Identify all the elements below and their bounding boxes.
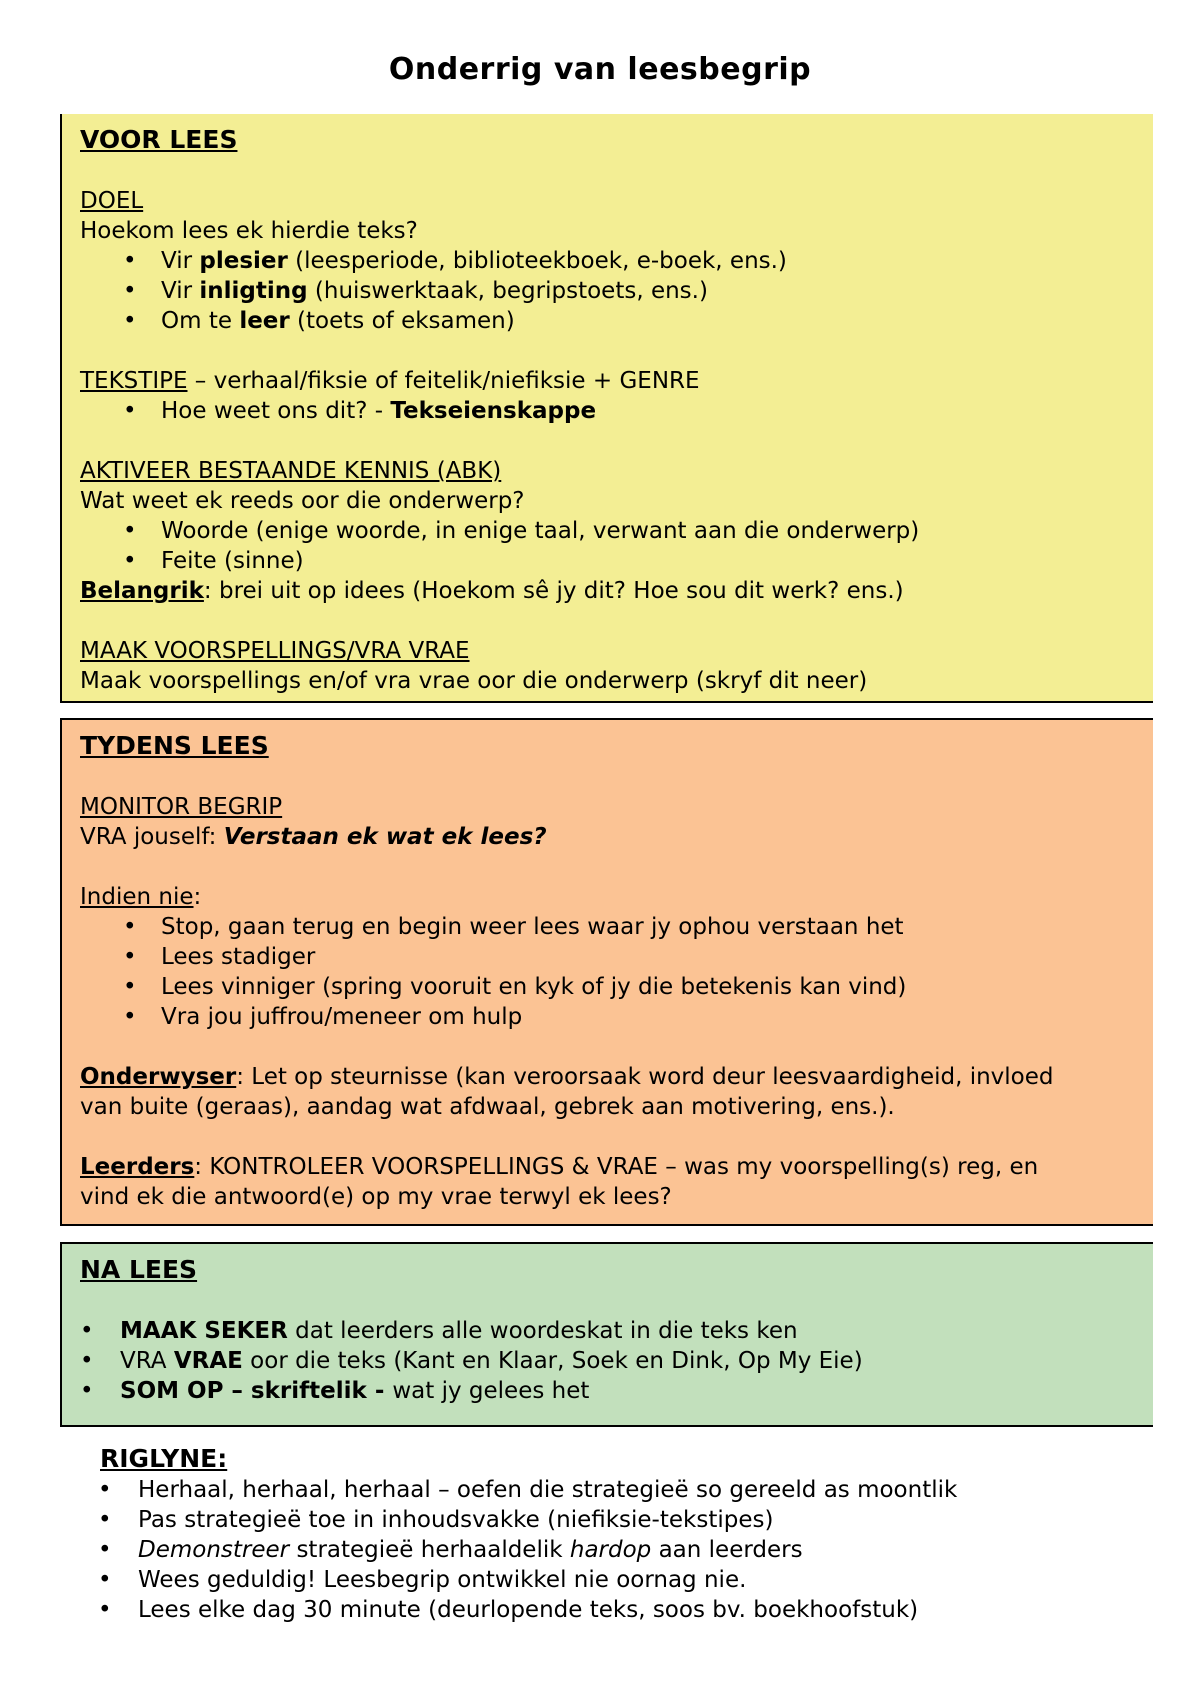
list-item: • Hoe weet ons dit? - Tekseienskappe (80, 396, 1153, 426)
riglyne-heading: RIGLYNE: (100, 1444, 228, 1473)
riglyne-list (98, 1475, 1150, 1625)
onderwyser-line-1: Onderwyser: Let op steurnisse (kan veroorsaak word deur leesvaardigheid, invloed (80, 1064, 1054, 1090)
tekstipe-line: TEKSTIPE – verhaal/fiksie of feitelik/niefiksie + GENRE (80, 368, 700, 394)
list-item: • SOM OP – skriftelik - wat jy gelees het (80, 1376, 1153, 1406)
abk-list (80, 516, 1153, 576)
abk-label: AKTIVEER BESTAANDE KENNIS (ABK) (80, 458, 502, 484)
abk-question: Wat weet ek reeds oor die onderwerp? (80, 488, 525, 514)
leerders-line-1: Leerders: KONTROLEER VOORSPELLINGS & VRAE – was my voorspelling(s) reg, en (80, 1154, 1039, 1180)
list-item: • Lees elke dag 30 minute (deurlopende teks, soos bv. boekhoofstuk) (98, 1595, 1150, 1625)
list-item: • Wees geduldig! Leesbegrip ontwikkel nie oornag nie. (98, 1565, 1150, 1595)
na-lees-list (80, 1316, 1153, 1406)
belangrik-line: Belangrik: brei uit op idees (Hoekom sê jy dit? Hoe sou dit werk? ens.) (80, 578, 904, 604)
indien-nie-list (80, 912, 1153, 1032)
tekstipe-list (80, 396, 1153, 426)
monitor-label: MONITOR BEGRIP (80, 794, 283, 820)
list-item: • Lees stadiger (80, 942, 1153, 972)
leerders-line-2: vind ek die antwoord(e) op my vrae terwyl ek lees? (80, 1184, 672, 1210)
vra-jouself-line: VRA jouself: Verstaan ek wat ek lees? (80, 824, 547, 850)
list-item: • Om te leer (toets of eksamen) (80, 306, 1153, 336)
indien-nie-line: Indien nie: (80, 884, 202, 910)
list-item: • Lees vinniger (spring vooruit en kyk of jy die betekenis kan vind) (80, 972, 1153, 1002)
riglyne-section (100, 1443, 1150, 1625)
voorspellings-text: Maak voorspellings en/of vra vrae oor die onderwerp (skryf dit neer) (80, 668, 868, 694)
list-item: • Vir plesier (leesperiode, biblioteekboek, e-boek, ens.) (80, 246, 1153, 276)
list-item: • VRA VRAE oor die teks (Kant en Klaar, Soek en Dink, Op My Eie) (80, 1346, 1153, 1376)
na-lees-box (60, 1242, 1153, 1427)
list-item: • Stop, gaan terug en begin weer lees waar jy ophou verstaan het (80, 912, 1153, 942)
tydens-lees-box (60, 718, 1153, 1226)
voorspellings-label: MAAK VOORSPELLINGS/VRA VRAE (80, 638, 470, 664)
na-lees-heading: NA LEES (80, 1255, 198, 1284)
list-item: • Herhaal, herhaal, herhaal – oefen die strategieë so gereeld as moontlik (98, 1475, 1150, 1505)
list-item: • Woorde (enige woorde, in enige taal, verwant aan die onderwerp) (80, 516, 1153, 546)
voor-lees-box (60, 114, 1153, 703)
voor-lees-heading: VOOR LEES (80, 125, 238, 154)
doel-list (80, 246, 1153, 336)
page-title: Onderrig van leesbegrip (388, 52, 812, 87)
doel-question: Hoekom lees ek hierdie teks? (80, 218, 418, 244)
doel-label: DOEL (80, 188, 144, 214)
list-item: • Demonstreer strategieë herhaaldelik hardop aan leerders (98, 1535, 1150, 1565)
tydens-lees-heading: TYDENS LEES (80, 731, 269, 760)
list-item: • Pas strategieë toe in inhoudsvakke (niefiksie-tekstipes) (98, 1505, 1150, 1535)
onderwyser-line-2: van buite (geraas), aandag wat afdwaal, gebrek aan motivering, ens.). (80, 1094, 895, 1120)
list-item: • MAAK SEKER dat leerders alle woordeskat in die teks ken (80, 1316, 1153, 1346)
list-item: • Feite (sinne) (80, 546, 1153, 576)
list-item: • Vra jou juffrou/meneer om hulp (80, 1002, 1153, 1032)
list-item: • Vir inligting (huiswerktaak, begripstoets, ens.) (80, 276, 1153, 306)
